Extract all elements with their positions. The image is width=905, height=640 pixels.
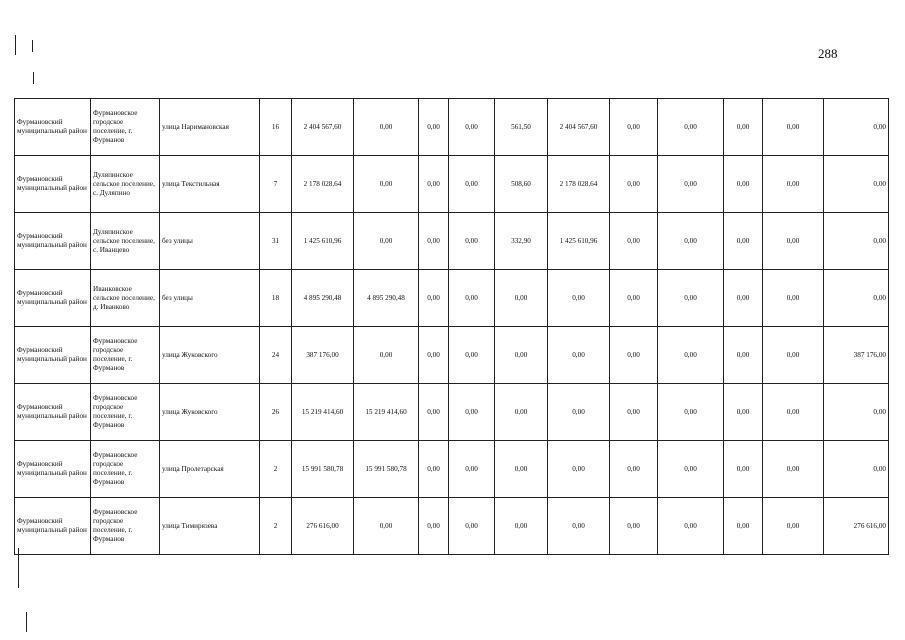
- amount-cell: 0,00: [419, 99, 449, 156]
- table-body: [15, 99, 889, 555]
- settlement-cell: Фурмановское городское поселение, г. Фурманов: [91, 327, 160, 384]
- amount-cell: 2 404 567,60: [292, 99, 354, 156]
- amount-cell: 0,00: [658, 156, 724, 213]
- amount-cell: 4 895 290,48: [292, 270, 354, 327]
- amount-cell: 0,00: [548, 498, 610, 555]
- amount-cell: 15 991 580,78: [292, 441, 354, 498]
- amount-cell: 0,00: [610, 498, 658, 555]
- amount-cell: 0,00: [449, 156, 495, 213]
- settlement-cell: Дуляпинское сельское поселение, с. Иванцево: [91, 213, 160, 270]
- amount-cell: 0,00: [658, 498, 724, 555]
- amount-cell: 0,00: [449, 327, 495, 384]
- street-cell: улица Жуковского: [160, 384, 260, 441]
- amount-cell: 0,00: [763, 213, 824, 270]
- amount-cell: 332,90: [495, 213, 548, 270]
- amount-cell: 0,00: [824, 384, 889, 441]
- page-number: 288: [818, 46, 838, 61]
- amount-cell: 0,00: [658, 99, 724, 156]
- street-cell: улица Наримановская: [160, 99, 260, 156]
- amount-cell: 0,00: [449, 213, 495, 270]
- amount-cell: 0,00: [419, 498, 449, 555]
- amount-cell: 0,00: [763, 99, 824, 156]
- house-number-cell: 16: [260, 99, 292, 156]
- amount-cell: 0,00: [495, 327, 548, 384]
- amount-cell: 0,00: [824, 213, 889, 270]
- table-row: [15, 498, 889, 555]
- amount-cell: 0,00: [824, 156, 889, 213]
- amount-cell: 276 616,00: [824, 498, 889, 555]
- settlement-cell: Фурмановское городское поселение, г. Фурманов: [91, 441, 160, 498]
- amount-cell: 0,00: [495, 498, 548, 555]
- amount-cell: 0,00: [724, 156, 763, 213]
- amount-cell: 0,00: [658, 270, 724, 327]
- street-cell: улица Текстильная: [160, 156, 260, 213]
- district-cell: Фурмановский муниципальный район: [15, 327, 91, 384]
- amount-cell: 0,00: [548, 384, 610, 441]
- settlement-cell: Фурмановское городское поселение, г. Фурманов: [91, 384, 160, 441]
- amount-cell: 0,00: [449, 498, 495, 555]
- amount-cell: 0,00: [354, 156, 419, 213]
- data-table: [14, 98, 889, 555]
- amount-cell: 0,00: [724, 498, 763, 555]
- house-number-cell: 31: [260, 213, 292, 270]
- amount-cell: 0,00: [610, 156, 658, 213]
- district-cell: Фурмановский муниципальный район: [15, 441, 91, 498]
- scan-mark: [15, 35, 16, 55]
- amount-cell: 0,00: [610, 99, 658, 156]
- street-cell: без улицы: [160, 270, 260, 327]
- amount-cell: 0,00: [449, 441, 495, 498]
- district-cell: Фурмановский муниципальный район: [15, 156, 91, 213]
- amount-cell: 0,00: [449, 270, 495, 327]
- amount-cell: 508,60: [495, 156, 548, 213]
- amount-cell: 0,00: [610, 327, 658, 384]
- street-cell: без улицы: [160, 213, 260, 270]
- amount-cell: 0,00: [354, 99, 419, 156]
- amount-cell: 1 425 610,96: [548, 213, 610, 270]
- amount-cell: 0,00: [824, 270, 889, 327]
- house-number-cell: 7: [260, 156, 292, 213]
- house-number-cell: 2: [260, 441, 292, 498]
- amount-cell: 0,00: [495, 441, 548, 498]
- amount-cell: 0,00: [419, 213, 449, 270]
- amount-cell: 2 178 028,64: [548, 156, 610, 213]
- amount-cell: 0,00: [658, 384, 724, 441]
- district-cell: Фурмановский муниципальный район: [15, 498, 91, 555]
- amount-cell: 0,00: [419, 327, 449, 384]
- amount-cell: 0,00: [724, 99, 763, 156]
- amount-cell: 0,00: [495, 270, 548, 327]
- amount-cell: 0,00: [658, 441, 724, 498]
- table-row: [15, 327, 889, 384]
- street-cell: улица Пролетарская: [160, 441, 260, 498]
- scan-mark: [26, 612, 27, 632]
- table-row: [15, 99, 889, 156]
- amount-cell: 0,00: [449, 384, 495, 441]
- amount-cell: 1 425 610,96: [292, 213, 354, 270]
- amount-cell: 0,00: [419, 156, 449, 213]
- amount-cell: 561,50: [495, 99, 548, 156]
- amount-cell: 0,00: [548, 327, 610, 384]
- amount-cell: 0,00: [724, 384, 763, 441]
- amount-cell: 0,00: [419, 441, 449, 498]
- amount-cell: 0,00: [658, 213, 724, 270]
- amount-cell: 0,00: [763, 498, 824, 555]
- settlement-cell: Фурмановское городское поселение, г. Фурманов: [91, 498, 160, 555]
- amount-cell: 276 616,00: [292, 498, 354, 555]
- scan-mark: [32, 40, 33, 52]
- settlement-cell: Дуляпинское сельское поселение, с. Дуляпино: [91, 156, 160, 213]
- amount-cell: 0,00: [763, 441, 824, 498]
- street-cell: улица Тимирязева: [160, 498, 260, 555]
- settlement-cell: Иванковское сельское поселение, д. Иванково: [91, 270, 160, 327]
- amount-cell: 0,00: [354, 498, 419, 555]
- amount-cell: 0,00: [724, 213, 763, 270]
- table-row: [15, 270, 889, 327]
- house-number-cell: 18: [260, 270, 292, 327]
- amount-cell: 0,00: [763, 327, 824, 384]
- house-number-cell: 2: [260, 498, 292, 555]
- amount-cell: 0,00: [824, 99, 889, 156]
- amount-cell: 0,00: [763, 270, 824, 327]
- settlement-cell: Фурмановское городское поселение, г. Фурманов: [91, 99, 160, 156]
- district-cell: Фурмановский муниципальный район: [15, 270, 91, 327]
- amount-cell: 0,00: [548, 441, 610, 498]
- amount-cell: 0,00: [658, 327, 724, 384]
- amount-cell: 0,00: [824, 441, 889, 498]
- amount-cell: 387 176,00: [824, 327, 889, 384]
- amount-cell: 0,00: [354, 213, 419, 270]
- amount-cell: 0,00: [449, 99, 495, 156]
- amount-cell: 0,00: [419, 384, 449, 441]
- district-cell: Фурмановский муниципальный район: [15, 213, 91, 270]
- amount-cell: 15 219 414,60: [292, 384, 354, 441]
- amount-cell: 4 895 290,48: [354, 270, 419, 327]
- amount-cell: 0,00: [724, 327, 763, 384]
- amount-cell: 2 404 567,60: [548, 99, 610, 156]
- house-number-cell: 26: [260, 384, 292, 441]
- table-row: [15, 384, 889, 441]
- amount-cell: 2 178 028,64: [292, 156, 354, 213]
- amount-cell: 0,00: [610, 270, 658, 327]
- street-cell: улица Жуковского: [160, 327, 260, 384]
- amount-cell: 0,00: [763, 384, 824, 441]
- table-row: [15, 156, 889, 213]
- amount-cell: 15 991 580,78: [354, 441, 419, 498]
- district-cell: Фурмановский муниципальный район: [15, 384, 91, 441]
- amount-cell: 0,00: [610, 213, 658, 270]
- amount-cell: 387 176,00: [292, 327, 354, 384]
- table-row: [15, 441, 889, 498]
- amount-cell: 0,00: [419, 270, 449, 327]
- amount-cell: 0,00: [495, 384, 548, 441]
- table-row: [15, 213, 889, 270]
- district-cell: Фурмановский муниципальный район: [15, 99, 91, 156]
- amount-cell: 0,00: [610, 441, 658, 498]
- amount-cell: 0,00: [548, 270, 610, 327]
- amount-cell: 0,00: [354, 327, 419, 384]
- amount-cell: 0,00: [724, 270, 763, 327]
- house-number-cell: 24: [260, 327, 292, 384]
- amount-cell: 0,00: [763, 156, 824, 213]
- amount-cell: 15 219 414,60: [354, 384, 419, 441]
- amount-cell: 0,00: [724, 441, 763, 498]
- scan-mark: [33, 72, 34, 84]
- amount-cell: 0,00: [610, 384, 658, 441]
